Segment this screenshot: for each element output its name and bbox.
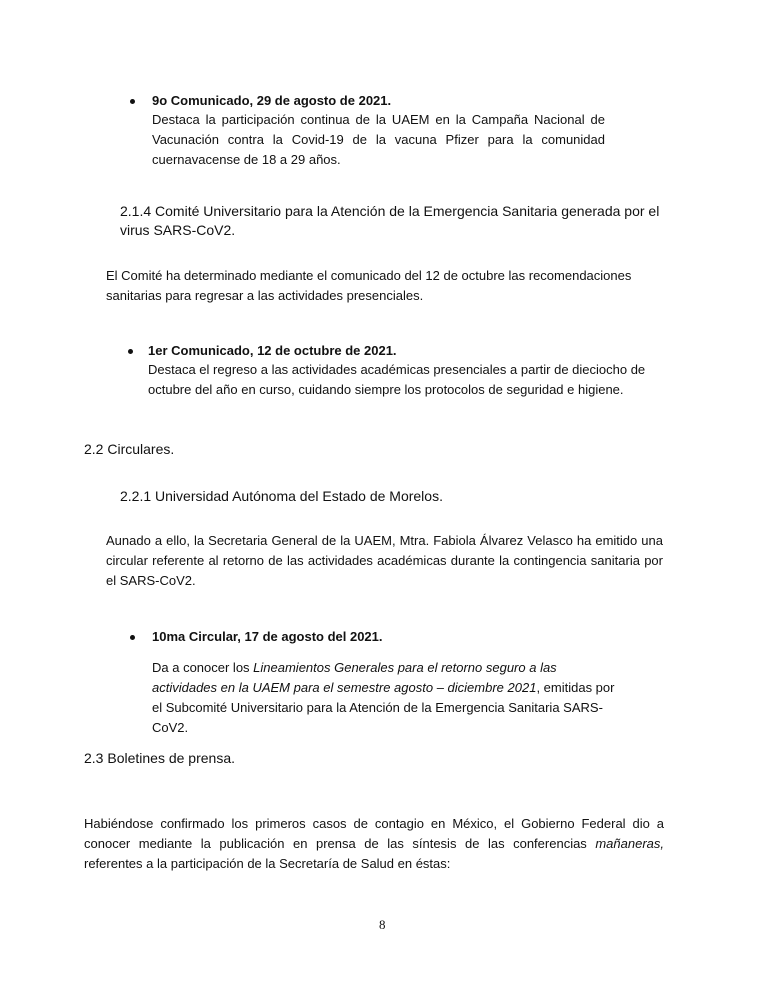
bullet-text-1er-comunicado: Destaca el regreso a las actividades académicas presenciales a partir de dieciocho de octubre del año en curso, cuidando siempre los protocolos de seguridad e higiene.: [148, 362, 646, 397]
section-heading-2-1-4-line2: virus SARS-CoV2.: [120, 222, 236, 238]
bullet-icon: [130, 99, 135, 104]
bullet-icon: [130, 635, 135, 640]
bullet-text-10ma-circular: Da a conocer los Lineamientos Generales para el retorno seguro a las actividades en la UAEM para el semestre agosto – diciembre 2021, emitidas por el Subcomité Universitario para la Atención de la Emergencia Sanitaria SARS-CoV2.: [152, 660, 615, 735]
paragraph-habiendose: Habiéndose confirmado los primeros casos de contagio en México, el Gobierno Federal dio a conocer mediante la publicación en prensa de las síntesis de las conferencias mañaneras, referentes a la participación de la Secretaría de Salud en éstas:: [84, 816, 664, 871]
bullet-title-9o-comunicado: 9o Comunicado, 29 de agosto de 2021.: [152, 93, 392, 108]
bullet-text-9o-comunicado: Destaca la participación continua de la UAEM en la Campaña Nacional de Vacunación contra la Covid-19 de la vacuna Pfizer para la comunidad cuernavacense de 18 a 29 años.: [152, 112, 605, 167]
bullet-title-1er-comunicado: 1er Comunicado, 12 de octubre de 2021.: [148, 343, 397, 358]
section-heading-2-3: 2.3 Boletines de prensa.: [84, 750, 235, 766]
bullet-icon: [128, 349, 133, 354]
paragraph-aunado: Aunado a ello, la Secretaria General de la UAEM, Mtra. Fabiola Álvarez Velasco ha emitido una circular referente al retorno de las actividades académicas durante la contingencia sanitaria por el SARS-CoV2.: [106, 533, 663, 588]
page-number: 8: [379, 917, 386, 932]
paragraph-comite: El Comité ha determinado mediante el comunicado del 12 de octubre las recomendaciones sanitarias para regresar a las actividades presenciales.: [106, 268, 632, 303]
section-heading-2-2: 2.2 Circulares.: [84, 441, 175, 457]
section-heading-2-1-4-line1: 2.1.4 Comité Universitario para la Atención de la Emergencia Sanitaria generada por el: [120, 203, 660, 219]
section-heading-2-2-1: 2.2.1 Universidad Autónoma del Estado de Morelos.: [120, 488, 443, 504]
bullet-title-10ma-circular: 10ma Circular, 17 de agosto del 2021.: [152, 629, 383, 644]
